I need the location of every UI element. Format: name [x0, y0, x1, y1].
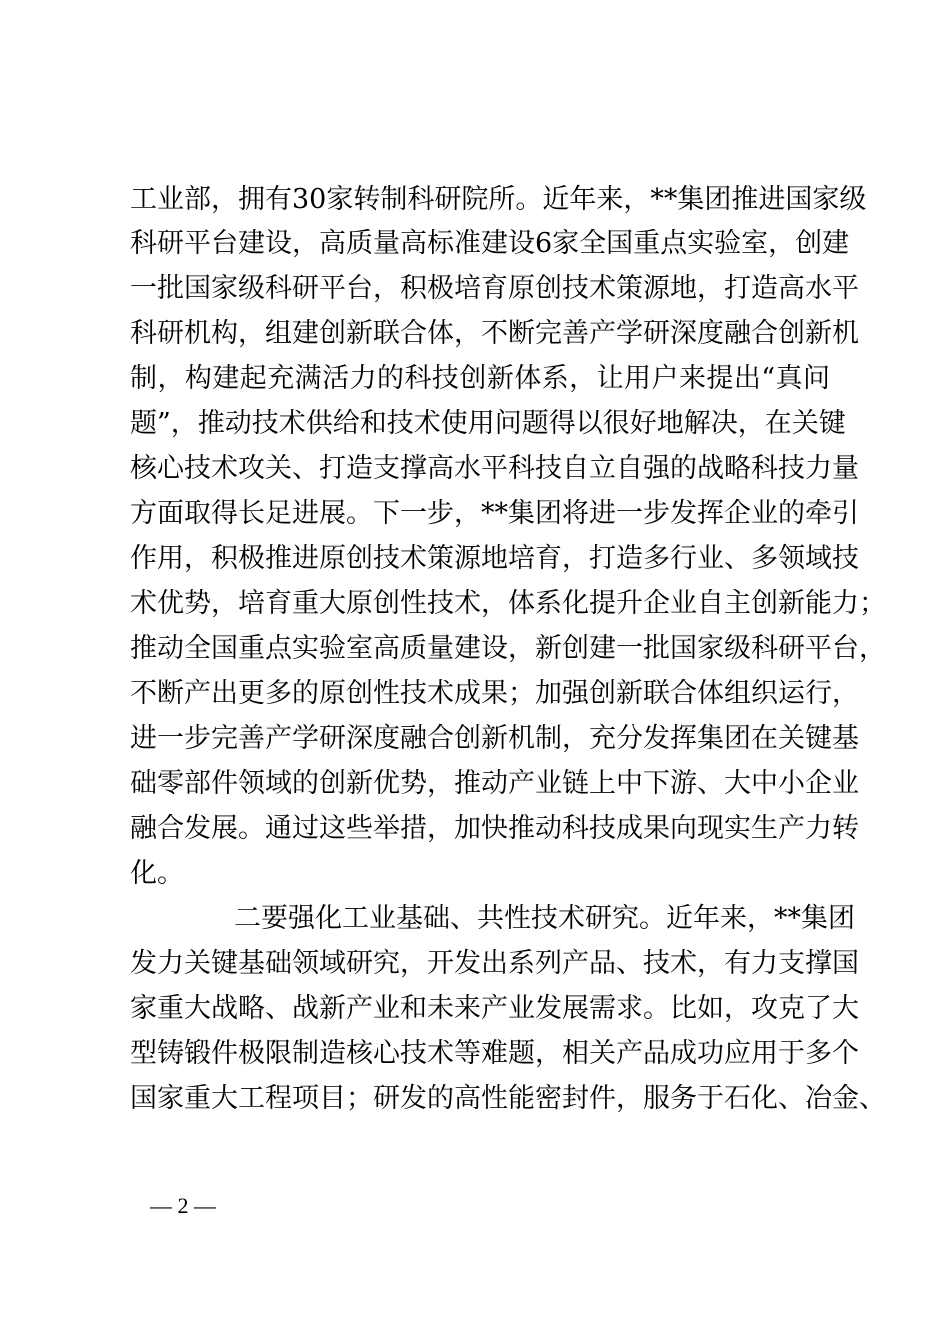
text-line: 一批国家级科研平台，积极培育原创技术策源地，打造高水平	[130, 273, 859, 304]
text-line: 题”，推动技术供给和技术使用问题得以很好地解决，在关键	[130, 408, 846, 439]
text-line: 不断产出更多的原创性技术成果；加强创新联合体组织运行，	[130, 678, 859, 709]
text-line: 家重大战略、战新产业和未来产业发展需求。比如，攻克了大	[130, 993, 859, 1024]
text-line: 工业部，拥有30家转制科研院所。近年来，**集团推进国家级	[130, 184, 867, 215]
text-line: 型铸锻件极限制造核心技术等难题，相关产品成功应用于多个	[130, 1038, 859, 1069]
text-line: 核心技术攻关、打造支撑高水平科技自立自强的战略科技力量	[130, 453, 859, 484]
text-line: 作用，积极推进原创技术策源地培育，打造多行业、多领域技	[130, 543, 859, 574]
text-line: 科研机构，组建创新联合体，不断完善产学研深度融合创新机	[130, 318, 859, 349]
text-line: 方面取得长足进展。下一步，**集团将进一步发挥企业的牵引	[130, 498, 859, 529]
text-line: 融合发展。通过这些举措，加快推动科技成果向现实生产力转	[130, 813, 859, 844]
text-line: 术优势，培育重大原创性技术，体系化提升企业自主创新能力；	[130, 588, 886, 619]
text-line: 推动全国重点实验室高质量建设，新创建一批国家级科研平台，	[130, 633, 886, 664]
text-line: 化。	[130, 858, 184, 889]
text-line: 进一步完善产学研深度融合创新机制，充分发挥集团在关键基	[130, 723, 859, 754]
paragraph-start-line: 二要强化工业基础、共性技术研究。近年来，**集团	[234, 903, 855, 934]
text-line: 国家重大工程项目；研发的高性能密封件，服务于石化、冶金、	[130, 1083, 886, 1114]
text-line: 制，构建起充满活力的科技创新体系，让用户来提出“真问	[130, 363, 830, 394]
page-number: — 2 —	[150, 1193, 216, 1218]
text-line: 础零部件领域的创新优势，推动产业链上中下游、大中小企业	[130, 768, 859, 799]
text-line: 科研平台建设，高质量高标准建设6家全国重点实验室，创建	[130, 228, 850, 259]
text-line: 发力关键基础领域研究，开发出系列产品、技术，有力支撑国	[130, 948, 859, 979]
